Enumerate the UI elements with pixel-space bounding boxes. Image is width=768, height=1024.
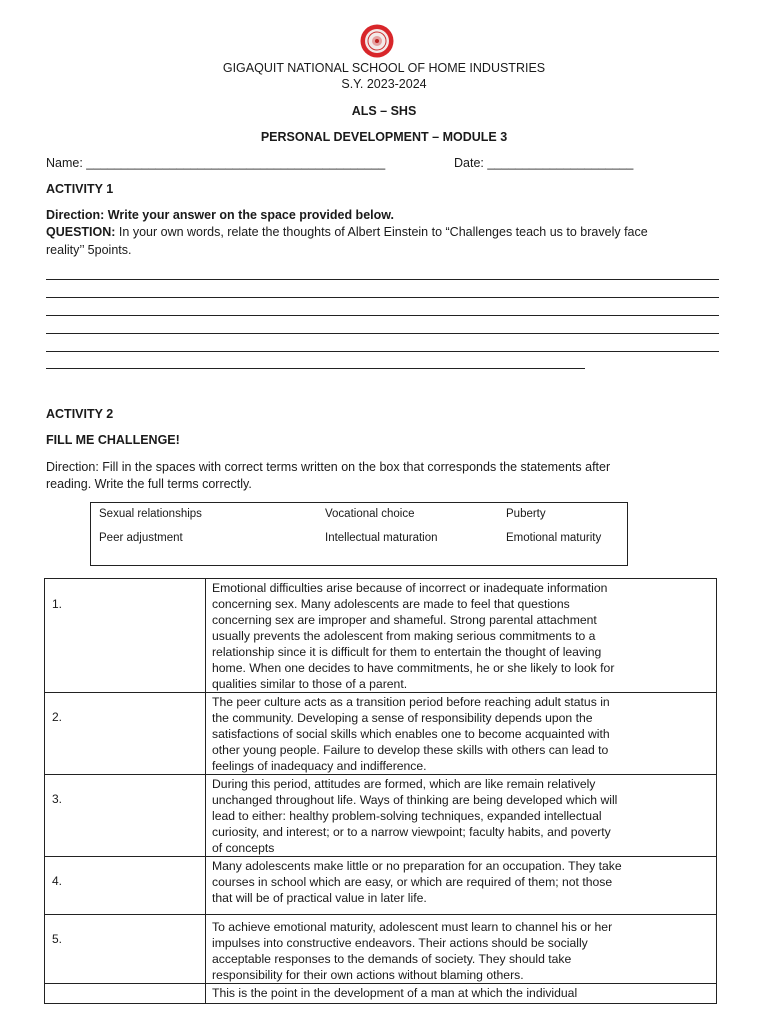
answer-cell[interactable] — [45, 984, 206, 1004]
school-seal-logo — [360, 24, 394, 58]
question-label: QUESTION: — [46, 225, 116, 239]
activity-1-question — [46, 224, 726, 240]
statement-line: relationship since it is difficult for them to entertain the thought of leaving — [212, 645, 602, 659]
statement-line: Many adolescents make little or no preparation for an occupation. They take — [212, 859, 622, 873]
activity-2-direction: Direction: Fill in the spaces with correct terms written on the box that corresponds the statements after — [46, 460, 611, 474]
term-item: Puberty — [506, 508, 546, 520]
statement-line: home. When one decides to have commitments, he or she likely to look for — [212, 661, 615, 675]
answer-line[interactable] — [46, 351, 719, 352]
table-row — [45, 984, 717, 1004]
statement-line: Emotional difficulties arise because of incorrect or inadequate information — [212, 581, 608, 595]
item-number: 2. — [52, 710, 63, 724]
answer-line[interactable] — [46, 297, 719, 298]
date-field[interactable]: Date: _____________________ — [454, 156, 634, 170]
statement-line: responsibility for their own actions without blaming others. — [212, 968, 524, 982]
term-item: Emotional maturity — [506, 532, 602, 544]
activity-2-title: ACTIVITY 2 — [46, 407, 114, 421]
statements-table — [44, 578, 717, 1004]
statement-cell — [206, 915, 717, 984]
table-row — [45, 915, 717, 984]
statement-line: other young people. Failure to develop these skills with others can lead to — [212, 743, 609, 757]
statement-line: The peer culture acts as a transition period before reaching adult status in — [212, 695, 610, 709]
answer-cell[interactable] — [45, 579, 206, 693]
statement-line: that will be of practical value in later life. — [212, 891, 427, 905]
activity-1-direction: Direction: Write your answer on the space provided below. — [46, 208, 394, 222]
question-text: In your own words, relate the thoughts of Albert Einstein to “Challenges teach us to bravely face — [115, 225, 648, 239]
activity-1-title: ACTIVITY 1 — [46, 182, 114, 196]
answer-cell[interactable] — [45, 857, 206, 915]
statement-cell — [206, 984, 717, 1004]
statement-line: curiosity, and interest; or to a narrow viewpoint; faculty habits, and poverty — [212, 825, 611, 839]
table-row — [45, 693, 717, 775]
answer-line[interactable] — [46, 368, 585, 369]
table-row — [45, 775, 717, 857]
item-number: 3. — [52, 792, 63, 806]
activity-1-question-cont: reality’’ 5points. — [46, 243, 132, 257]
item-number: 1. — [52, 597, 63, 611]
statement-line: This is the point in the development of a man at which the individual — [212, 986, 578, 1000]
statement-cell — [206, 857, 717, 915]
statement-line: concerning sex. Many adolescents are made to feel that questions — [212, 597, 570, 611]
table-row — [45, 579, 717, 693]
answer-cell[interactable] — [45, 775, 206, 857]
statement-line: lead to either: healthy problem-solving techniques, expanded intellectual — [212, 809, 602, 823]
answer-cell[interactable] — [45, 915, 206, 984]
term-item: Peer adjustment — [99, 532, 183, 544]
answer-cell[interactable] — [45, 693, 206, 775]
statement-line: courses in school which are easy, or which are required of them; not those — [212, 875, 613, 889]
statement-cell — [206, 579, 717, 693]
statement-line: satisfactions of social skills which enables one to become acquainted with — [212, 727, 610, 741]
statement-line: To achieve emotional maturity, adolescent must learn to channel his or her — [212, 920, 613, 934]
statement-line: of concepts — [212, 841, 275, 855]
table-row — [45, 857, 717, 915]
term-item: Intellectual maturation — [325, 532, 438, 544]
module-title: PERSONAL DEVELOPMENT – MODULE 3 — [260, 130, 508, 144]
activity-2-subtitle: FILL ME CHALLENGE! — [46, 433, 180, 447]
terms-box — [90, 502, 628, 566]
item-number: 4. — [52, 874, 63, 888]
statement-line: feelings of inadequacy and indifference. — [212, 759, 427, 773]
statement-line: acceptable responses to the demands of society. They should take — [212, 952, 572, 966]
activity-2-direction-cont: reading. Write the full terms correctly. — [46, 477, 252, 491]
program-label: ALS – SHS — [351, 104, 417, 118]
school-year: S.Y. 2023-2024 — [341, 77, 427, 91]
answer-line[interactable] — [46, 315, 719, 316]
statement-line: During this period, attitudes are formed, which are like remain relatively — [212, 777, 596, 791]
item-number: 5. — [52, 932, 63, 946]
statement-line: concerning sex are improper and shameful. Strong parental attachment — [212, 613, 597, 627]
statement-line: the community. Developing a sense of responsibility depends upon the — [212, 711, 593, 725]
answer-line[interactable] — [46, 279, 719, 280]
statement-line: unchanged throughout life. Ways of thinking are being developed which will — [212, 793, 618, 807]
term-item: Sexual relationships — [99, 508, 202, 520]
statement-line: usually prevents the adolescent from making serious commitments to a — [212, 629, 596, 643]
statement-cell — [206, 775, 717, 857]
statement-line: impulses into constructive endeavors. Their actions should be socially — [212, 936, 588, 950]
name-field[interactable]: Name: ___________________________________________ — [46, 156, 386, 170]
school-name: GIGAQUIT NATIONAL SCHOOL OF HOME INDUSTRIES — [222, 61, 546, 75]
term-item: Vocational choice — [325, 508, 415, 520]
answer-line[interactable] — [46, 333, 719, 334]
statement-line: qualities similar to those of a parent. — [212, 677, 408, 691]
statement-cell — [206, 693, 717, 775]
